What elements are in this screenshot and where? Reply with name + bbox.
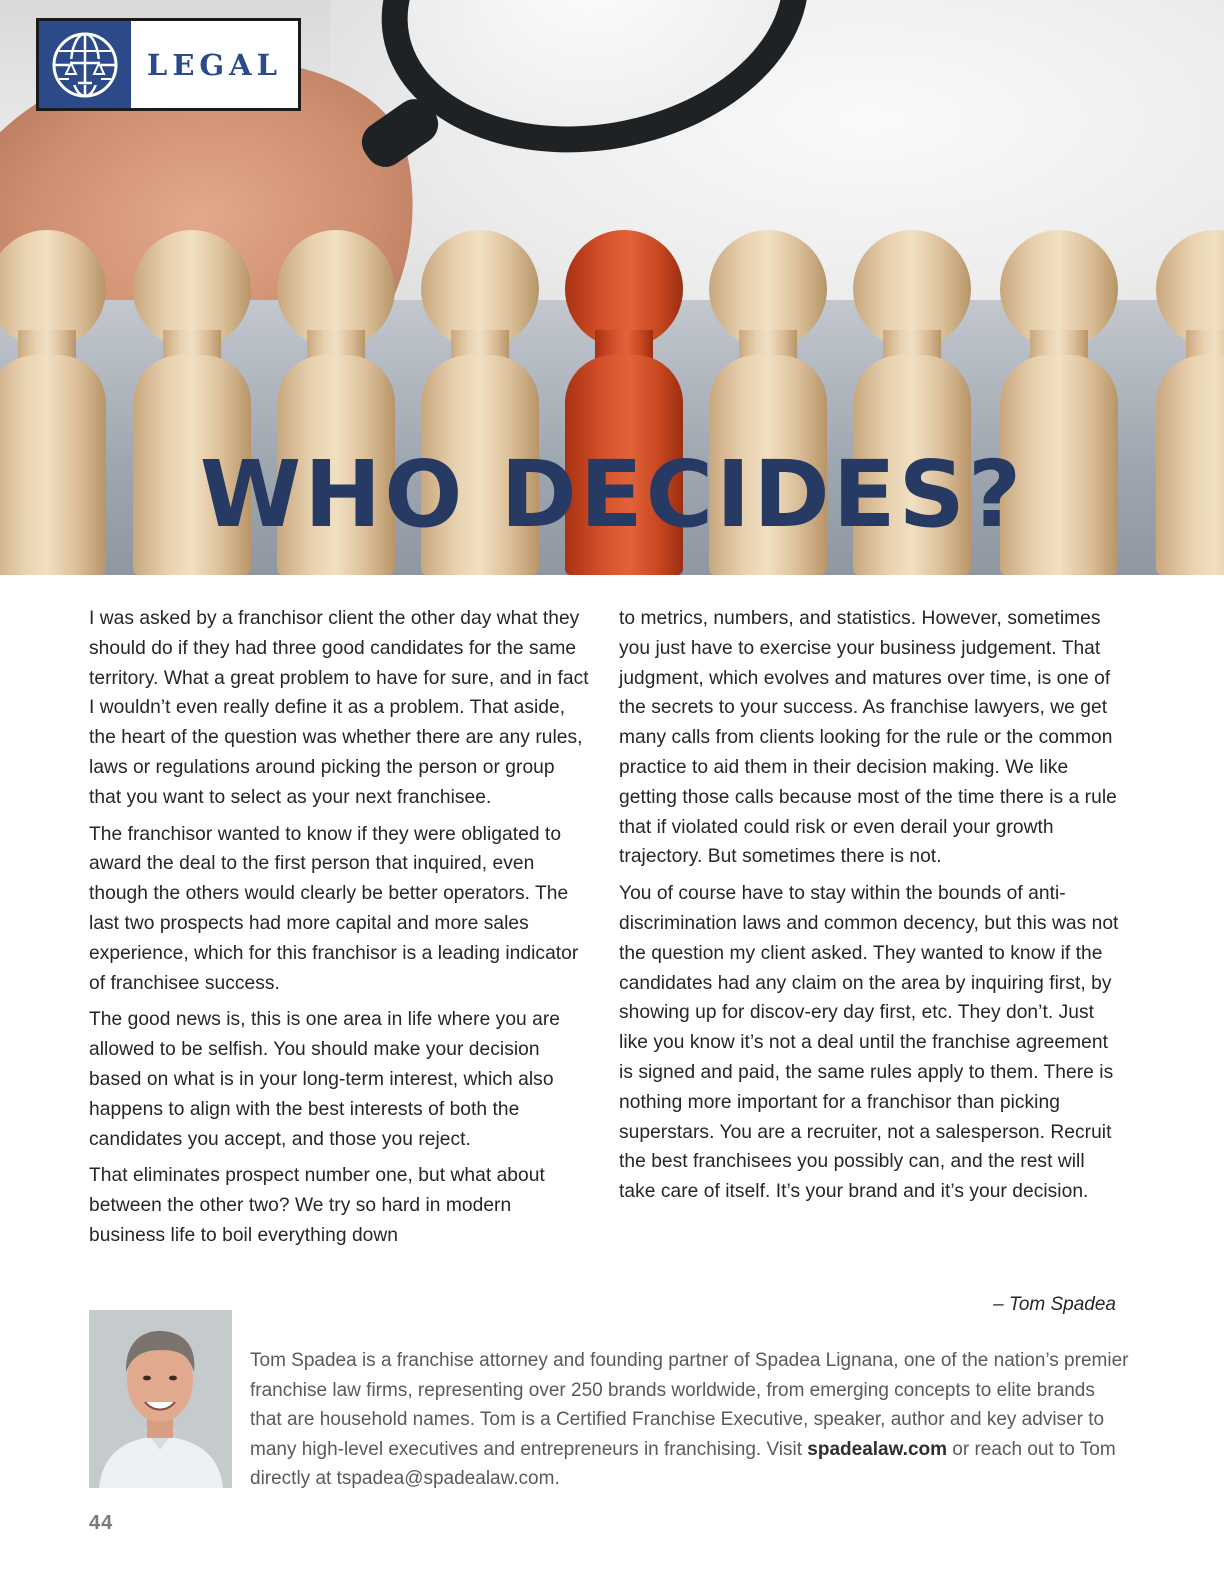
bio-text-end: or reach out to Tom directly at tspadea@spadealaw.com. xyxy=(250,1438,1116,1490)
paragraph: The good news is, this is one area in life where you are allowed to be selfish. You should make your decision based on what is in your long-term interest, which also happens to align with the best interests of both the candidates you accept, and those you reject. xyxy=(89,1009,561,1150)
globe-scales-icon xyxy=(39,21,131,108)
paragraph: You of course have to stay within the bounds of anti-discrimination laws and common decency, but this was not the question my client asked. They wanted to know if the candidates had any claim on the area by inquiring first, by showing up for discov-ery day first, etc. They don’t. Just like you know it’s not a deal until the franchise agreement is signed and paid, the same rules apply to them. There is nothing more important for a franchisor than picking superstars. You are a recruiter, not a salesperson. Recruit the best franchisees you possibly can, and the rest will take care of itself. It’s your brand and it’s your decision. xyxy=(619,883,1119,1203)
right-column xyxy=(619,604,1119,1304)
author-signature: – Tom Spadea xyxy=(993,1294,1116,1315)
paragraph: The franchisor wanted to know if they were obligated to award the deal to the first person that inquired, even though the others would clearly be better operators. The last two prospects had more capital and more sales experience, which for this franchisor is a leading indicator of franchisee success. xyxy=(89,823,579,994)
article-body xyxy=(89,604,1119,1304)
paragraph: I was asked by a franchisor client the other day what they should do if they had three good candidates for the same territory. What a great problem to have for sure, and in fact I wouldn’t even really define it as a problem. That aside, the heart of the question was whether there are any rules, laws or regulations around picking the person or group that you want to select as your next franchisee. xyxy=(89,608,589,808)
author-bio xyxy=(250,1346,1130,1494)
section-badge xyxy=(36,18,301,111)
page-number: 44 xyxy=(89,1512,114,1534)
bio-text: Tom Spadea is a franchise attorney and founding partner of Spadea Lignana, one of the nation’s premier franchise law firms, representing over 250 brands worldwide, from emerging concepts to elite brands that are household names. Tom is a Certified Franchise Executive, speaker, author and key adviser to many high-level executives and entrepreneurs in franchising. Visit xyxy=(250,1350,1129,1460)
paragraph: That eliminates prospect number one, but what about between the other two? We try so hard in modern business life to boil everything down xyxy=(89,1165,545,1246)
section-label: LEGAL xyxy=(146,47,283,82)
left-column xyxy=(89,604,589,1304)
paragraph: to metrics, numbers, and statistics. However, sometimes you just have to exercise your business judgement. That judgment, which evolves and matures over time, is one of the secrets to your success. As franchise lawyers, we get many calls from clients looking for the rule or the common practice to aid them in their decision making. We like getting those calls because most of the time there is a rule that if violated could risk or even derail your growth trajectory. But sometimes there is not. xyxy=(619,608,1117,868)
website-link[interactable]: spadealaw.com xyxy=(807,1438,948,1460)
headline: WHO DECIDES? xyxy=(199,441,1025,548)
author-photo xyxy=(89,1310,232,1488)
